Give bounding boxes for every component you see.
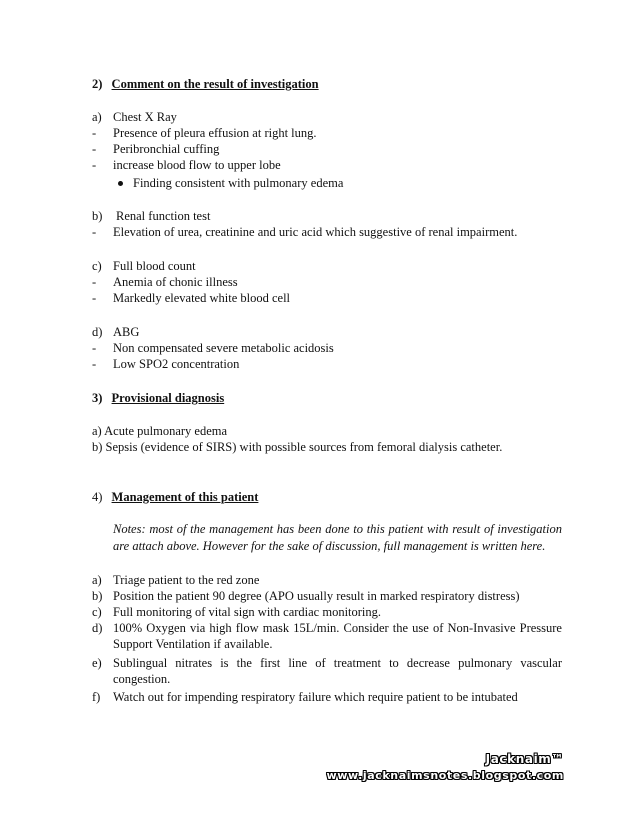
section-3-heading bbox=[92, 390, 224, 406]
bullet-text: Finding consistent with pulmonary edema bbox=[133, 176, 344, 190]
management-item-text: Triage patient to the red zone bbox=[113, 573, 260, 587]
dash: - bbox=[92, 142, 97, 156]
management-item-text: Full monitoring of vital sign with cardiac monitoring. bbox=[113, 605, 382, 619]
dash: - bbox=[92, 126, 97, 140]
management-item-label: d) bbox=[92, 621, 103, 635]
management-note: Notes: most of the management has been done to this patient with result of investigation are attach above. However for the sake of discussion, full management is written here. bbox=[113, 522, 562, 553]
subsection-c-title: Full blood count bbox=[113, 259, 196, 273]
dash: - bbox=[92, 357, 97, 371]
section-4-title: Management of this patient bbox=[111, 490, 259, 504]
subsection-d-label: d) bbox=[92, 325, 103, 339]
section-4-number: 4) bbox=[92, 490, 103, 504]
management-item-text: Watch out for impending respiratory failure which require patient to be intubated bbox=[113, 690, 518, 704]
subsection-b-label: b) bbox=[92, 209, 103, 223]
subsection-c-label: c) bbox=[92, 259, 102, 273]
dash: - bbox=[92, 275, 97, 289]
list-item-text: Peribronchial cuffing bbox=[113, 142, 220, 156]
subsection-a-title: Chest X Ray bbox=[113, 110, 177, 124]
management-item-text: Sublingual nitrates is the first line of treatment to decrease pulmonary vascular congestion. bbox=[113, 656, 562, 686]
bullet-icon bbox=[118, 181, 123, 186]
dash: - bbox=[92, 341, 97, 355]
section-3-number: 3) bbox=[92, 391, 103, 405]
section-2-title: Comment on the result of investigation bbox=[111, 77, 319, 91]
subsection-a-label: a) bbox=[92, 110, 102, 124]
footer-url: www.jacknaimsnotes.blogspot.com bbox=[326, 769, 564, 782]
dash: - bbox=[92, 291, 97, 305]
list-item-text: Presence of pleura effusion at right lung. bbox=[113, 126, 317, 140]
management-item-label: a) bbox=[92, 573, 102, 587]
subsection-d-title: ABG bbox=[113, 325, 140, 339]
subsection-b-title: Renal function test bbox=[116, 209, 211, 223]
footer-brand: Jacknaim™ bbox=[485, 752, 564, 766]
management-item-label: b) bbox=[92, 589, 103, 603]
dash: - bbox=[92, 225, 97, 239]
management-item-label: f) bbox=[92, 690, 101, 704]
management-item-text: 100% Oxygen via high flow mask 15L/min. Consider the use of Non-Invasive Pressure Support Ventilation if available. bbox=[113, 621, 562, 651]
dash: - bbox=[92, 158, 97, 172]
list-item-text: Anemia of chonic illness bbox=[113, 275, 238, 289]
diagnosis-item: a) Acute pulmonary edema bbox=[92, 424, 228, 438]
section-2-heading bbox=[92, 76, 319, 92]
list-item-text: increase blood flow to upper lobe bbox=[113, 158, 281, 172]
diagnosis-item: b) Sepsis (evidence of SIRS) with possible sources from femoral dialysis catheter. bbox=[92, 440, 503, 454]
management-item-label: c) bbox=[92, 605, 102, 619]
section-4-heading bbox=[92, 489, 258, 505]
management-item-label: e) bbox=[92, 656, 102, 670]
management-item-text: Position the patient 90 degree (APO usually result in marked respiratory distress) bbox=[113, 589, 520, 603]
list-item-text: Elevation of urea, creatinine and uric acid which suggestive of renal impairment. bbox=[113, 225, 518, 239]
list-item-text: Markedly elevated white blood cell bbox=[113, 291, 291, 305]
list-item-text: Non compensated severe metabolic acidosis bbox=[113, 341, 334, 355]
section-2-number: 2) bbox=[92, 77, 103, 91]
list-item-text: Low SPO2 concentration bbox=[113, 357, 240, 371]
section-3-title: Provisional diagnosis bbox=[111, 391, 225, 405]
